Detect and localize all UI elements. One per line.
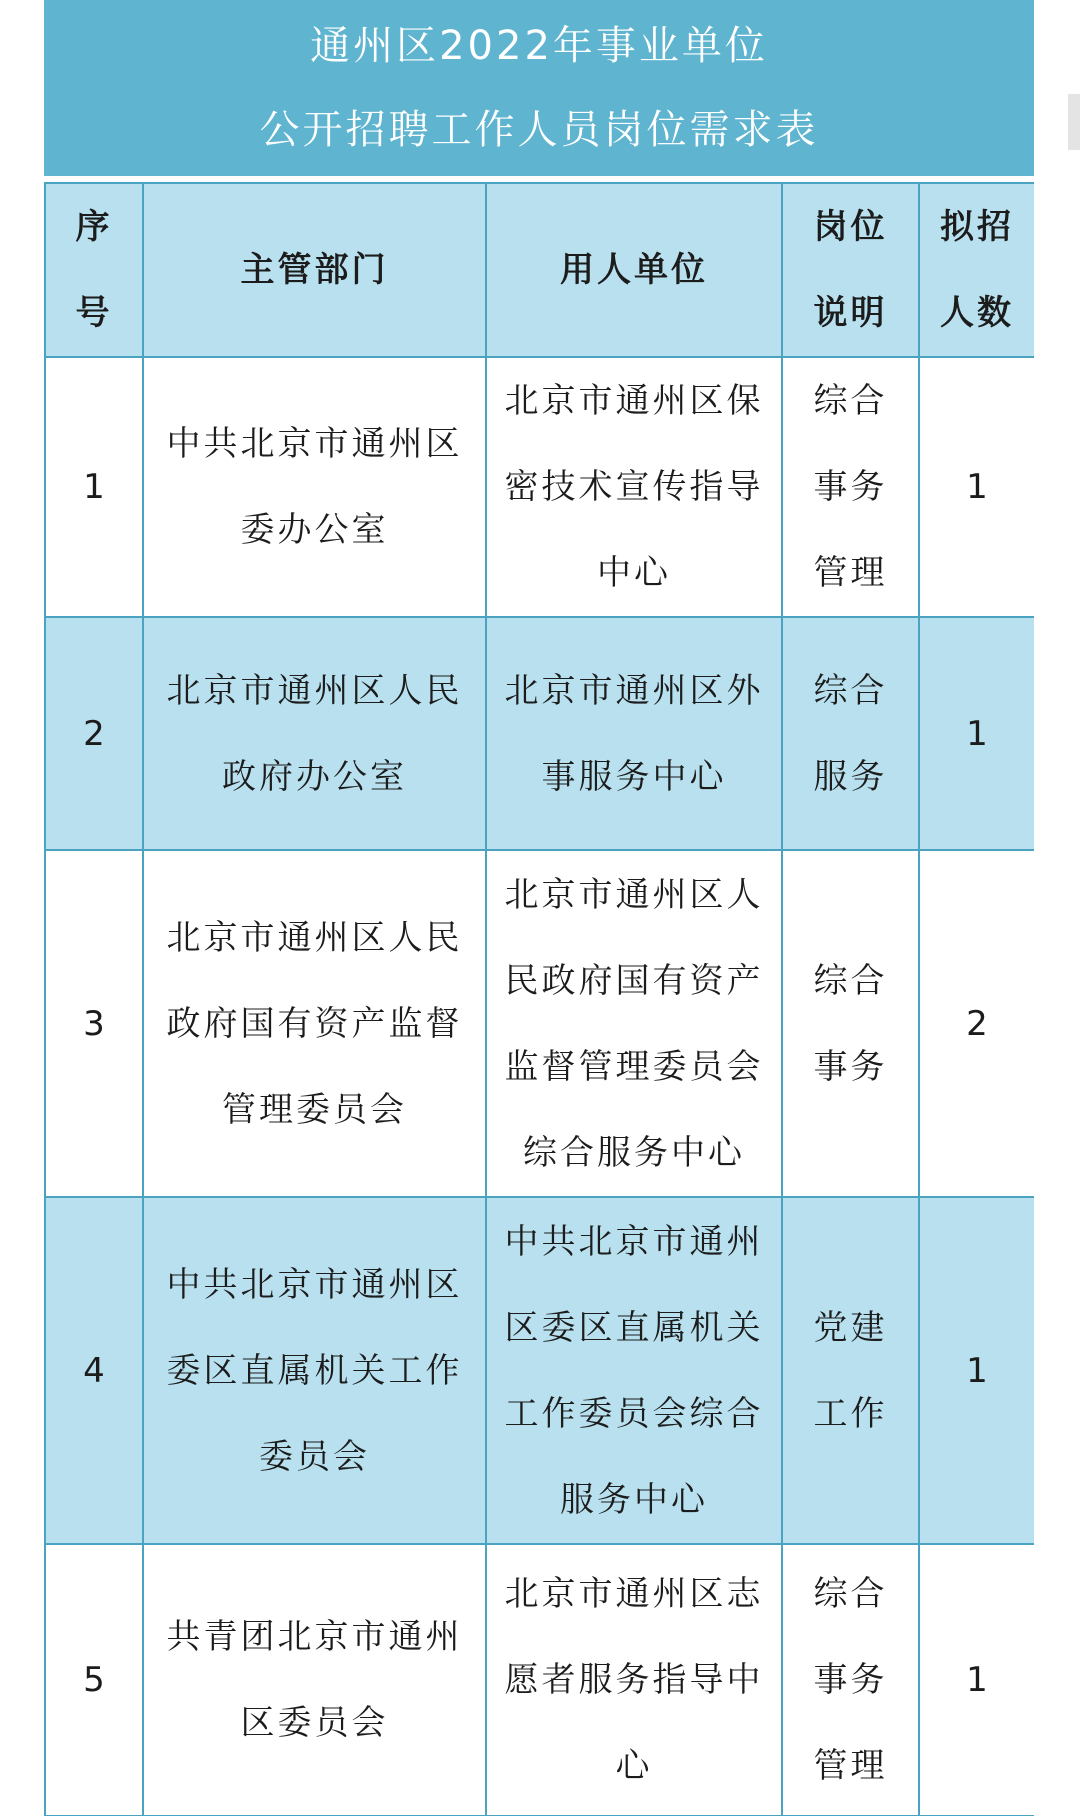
header-employer: 用人单位 [486,183,782,357]
job-requirements-table [44,182,1034,1816]
cell-count: 1 [919,357,1034,617]
header-seq: 序号 [45,183,143,357]
cell-seq: 2 [45,617,143,850]
cell-position: 综合事务 [782,850,919,1197]
cell-department: 中共北京市通州区委区直属机关工作委员会 [143,1197,486,1544]
cell-seq: 1 [45,357,143,617]
table-row [45,1544,1034,1816]
adjacent-content-edge [1068,94,1080,150]
cell-seq: 4 [45,1197,143,1544]
title-line-1: 通州区2022年事业单位 [310,23,768,69]
cell-employer: 北京市通州区外事服务中心 [486,617,782,850]
cell-employer: 北京市通州区志愿者服务指导中心 [486,1544,782,1816]
cell-department: 中共北京市通州区委办公室 [143,357,486,617]
title-line-2: 公开招聘工作人员岗位需求表 [259,107,819,153]
cell-seq: 5 [45,1544,143,1816]
cell-employer: 中共北京市通州区委区直属机关工作委员会综合服务中心 [486,1197,782,1544]
header-department: 主管部门 [143,183,486,357]
table-header-row [45,183,1034,357]
table-row [45,850,1034,1197]
header-position: 岗位说明 [782,183,919,357]
table-row [45,357,1034,617]
cell-employer: 北京市通州区保密技术宣传指导中心 [486,357,782,617]
cell-employer: 北京市通州区人民政府国有资产监督管理委员会综合服务中心 [486,850,782,1197]
cell-count: 1 [919,1197,1034,1544]
table-row [45,1197,1034,1544]
cell-position: 党建工作 [782,1197,919,1544]
cell-department: 北京市通州区人民政府国有资产监督管理委员会 [143,850,486,1197]
cell-position: 综合事务管理 [782,1544,919,1816]
cell-count: 1 [919,617,1034,850]
cell-seq: 3 [45,850,143,1197]
header-count: 拟招人数 [919,183,1034,357]
cell-count: 2 [919,850,1034,1197]
cell-department: 共青团北京市通州区委员会 [143,1544,486,1816]
cell-position: 综合事务管理 [782,357,919,617]
cell-position: 综合服务 [782,617,919,850]
job-requirements-table-container [44,182,1034,1816]
table-row [45,617,1034,850]
cell-department: 北京市通州区人民政府办公室 [143,617,486,850]
cell-count: 1 [919,1544,1034,1816]
table-title-banner [44,0,1034,176]
